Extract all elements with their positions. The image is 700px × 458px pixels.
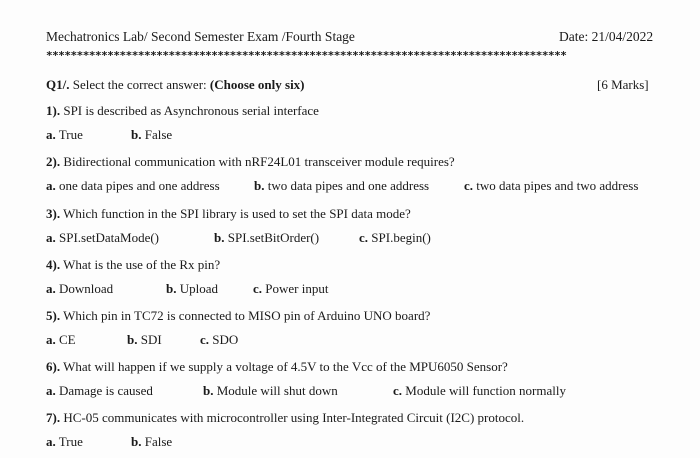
option-letter: a. (46, 230, 56, 245)
q2-option-c[interactable] (464, 178, 638, 194)
q2-option-a[interactable] (46, 178, 220, 194)
option-letter: c. (200, 332, 210, 347)
question-number: 5). (46, 308, 61, 323)
option-text: two data pipes and two address (473, 178, 639, 193)
question-5 (46, 308, 430, 324)
option-text: SDO (209, 332, 239, 347)
q1-option-a[interactable] (46, 127, 83, 143)
option-text: SPI.setBitOrder() (224, 230, 320, 245)
option-letter: a. (46, 434, 56, 449)
question-number: 7). (46, 410, 61, 425)
option-letter: a. (46, 127, 56, 142)
option-letter: c. (464, 178, 474, 193)
q5-option-c[interactable] (200, 332, 238, 348)
q3-option-c[interactable] (359, 230, 431, 246)
option-text: SDI (137, 332, 162, 347)
marks-label: [6 Marks] (597, 77, 649, 92)
option-text: SPI.begin() (368, 230, 431, 245)
question-text: What is the use of the Rx pin? (60, 257, 221, 272)
question-text: What will happen if we supply a voltage of 4.5V to the Vcc of the MPU6050 Sensor? (60, 359, 508, 374)
question-6 (46, 359, 508, 375)
question-1 (46, 103, 319, 119)
question-number: 6). (46, 359, 61, 374)
option-text: False (141, 434, 173, 449)
q4-option-c[interactable] (253, 281, 328, 297)
q2-option-b[interactable] (254, 178, 429, 194)
separator-line: ************************************************************************************* (46, 50, 567, 62)
question-text: SPI is described as Asynchronous serial interface (60, 103, 319, 118)
option-letter: c. (359, 230, 369, 245)
option-letter: a. (46, 178, 56, 193)
q7-option-b[interactable] (131, 434, 172, 450)
question-number: 1). (46, 103, 61, 118)
q5-option-a[interactable] (46, 332, 76, 348)
option-letter: b. (254, 178, 265, 193)
question-text: Which function in the SPI library is used to set the SPI data mode? (60, 206, 411, 221)
option-text: False (141, 127, 173, 142)
instruction-text: Select the correct answer: (69, 77, 210, 92)
option-text: True (55, 127, 83, 142)
option-letter: b. (131, 434, 142, 449)
option-text: True (55, 434, 83, 449)
option-letter: b. (214, 230, 225, 245)
question-number: 4). (46, 257, 61, 272)
q5-option-b[interactable] (127, 332, 162, 348)
question-text: Which pin in TC72 is connected to MISO pin of Arduino UNO board? (60, 308, 431, 323)
exam-title: Mechatronics Lab/ Second Semester Exam /Fourth Stage (46, 29, 355, 44)
option-text: Damage is caused (55, 383, 153, 398)
question-number: 3). (46, 206, 61, 221)
question-3 (46, 206, 411, 222)
option-text: two data pipes and one address (264, 178, 430, 193)
option-text: Download (55, 281, 114, 296)
option-letter: b. (127, 332, 138, 347)
q6-option-c[interactable] (393, 383, 566, 399)
option-letter: a. (46, 332, 56, 347)
q3-option-a[interactable] (46, 230, 159, 246)
option-text: Power input (262, 281, 329, 296)
question-2 (46, 154, 455, 170)
option-text: Upload (176, 281, 219, 296)
question-text: HC-05 communicates with microcontroller using Inter-Integrated Circuit (I2C) protocol. (60, 410, 525, 425)
q7-option-a[interactable] (46, 434, 83, 450)
option-text: SPI.setDataMode() (55, 230, 160, 245)
q1-option-b[interactable] (131, 127, 172, 143)
q4-option-b[interactable] (166, 281, 218, 297)
option-letter: b. (166, 281, 177, 296)
question-4 (46, 257, 220, 273)
option-text: one data pipes and one address (55, 178, 220, 193)
option-letter: c. (253, 281, 263, 296)
question-text: Bidirectional communication with nRF24L01 transceiver module requires? (60, 154, 455, 169)
q3-option-b[interactable] (214, 230, 319, 246)
q4-option-a[interactable] (46, 281, 113, 297)
option-text: Module will function normally (402, 383, 566, 398)
instruction-label: Q1/. (46, 77, 70, 92)
exam-date: Date: 21/04/2022 (559, 29, 654, 44)
option-letter: b. (203, 383, 214, 398)
option-letter: c. (393, 383, 403, 398)
question-number: 2). (46, 154, 61, 169)
option-letter: b. (131, 127, 142, 142)
question-7 (46, 410, 524, 426)
option-text: Module will shut down (213, 383, 338, 398)
q6-option-b[interactable] (203, 383, 338, 399)
q6-option-a[interactable] (46, 383, 153, 399)
option-letter: a. (46, 281, 56, 296)
option-text: CE (55, 332, 76, 347)
instruction-emphasis: (Choose only six) (209, 77, 305, 92)
instruction (46, 77, 305, 93)
option-letter: a. (46, 383, 56, 398)
